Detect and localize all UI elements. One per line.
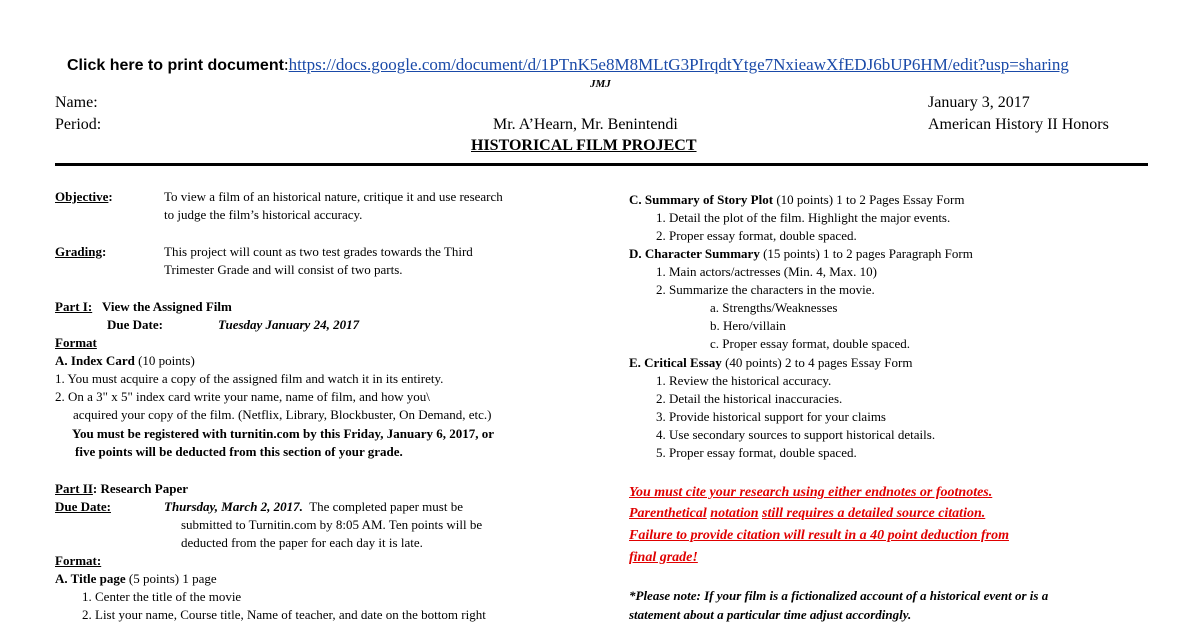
jmj-mark: JMJ — [590, 78, 611, 90]
grading-line-1: This project will count as two test grades towards the Third — [164, 244, 473, 259]
please-note-line-1: *Please note: If your film is a fictionalized account of a historical event or is a — [629, 588, 1049, 603]
print-line — [67, 55, 1069, 75]
section-d-subitem-a: a. Strengths/Weaknesses — [710, 300, 838, 315]
objective-label: Objective — [55, 189, 109, 204]
section-c-label: C. Summary of Story Plot — [629, 192, 774, 207]
title-page-label: A. Title page — [55, 571, 126, 586]
page-title: HISTORICAL FILM PROJECT — [471, 137, 697, 154]
index-card-line-3: acquired your copy of the film. (Netflix, Library, Blockbuster, On Demand, etc.) — [73, 407, 492, 422]
header-date: January 3, 2017 — [928, 94, 1030, 111]
part1-label: Part I: — [55, 299, 93, 314]
grading-colon: : — [101, 244, 107, 259]
part2-label: Part II — [55, 481, 93, 496]
print-document-link[interactable]: https://docs.google.com/document/d/1PTnK5e8M8MLtG3PIrqdtYtge7NxieawXfEDJ6bUP6HM/edit?usp=sharing — [288, 55, 1069, 74]
format2-heading: Format: — [55, 553, 102, 568]
objective-line-2: to judge the film’s historical accuracy. — [164, 207, 363, 222]
part2-due-label: Due Date: — [55, 499, 111, 514]
section-d-label: D. Character Summary — [629, 246, 760, 261]
section-c-item-1: 1. Detail the plot of the film. Highlight the major events. — [656, 210, 951, 225]
part1-due-date: Tuesday January 24, 2017 — [218, 317, 360, 332]
section-e-item-5: 5. Proper essay format, double spaced. — [656, 445, 857, 460]
index-card-heading — [55, 353, 195, 369]
section-e-item-4: 4. Use secondary sources to support historical details. — [656, 427, 936, 442]
part2-due-date: Thursday, March 2, 2017. — [164, 499, 303, 514]
section-d-subitem-c: c. Proper essay format, double spaced. — [710, 336, 910, 351]
section-e-item-2: 2. Detail the historical inaccuracies. — [656, 391, 843, 406]
print-colon: : — [283, 55, 289, 74]
section-d-heading — [629, 246, 973, 262]
citation-warning-1: You must cite your research using either endnotes or footnotes. — [629, 485, 993, 500]
part2-line-1: The completed paper must be — [309, 499, 463, 514]
section-e-item-1: 1. Review the historical accuracy. — [656, 373, 832, 388]
section-c-rest: (10 points) 1 to 2 Pages Essay Form — [776, 192, 965, 207]
section-e-rest: (40 points) 2 to 4 pages Essay Form — [725, 355, 913, 370]
format-heading: Format — [55, 335, 97, 350]
index-card-points: (10 points) — [138, 353, 195, 368]
section-d-item-1: 1. Main actors/actresses (Min. 4, Max. 10) — [656, 264, 877, 279]
citation-rest: still requires a detailed source citation. — [762, 506, 986, 521]
header-rule — [55, 163, 1148, 166]
part2-title: : Research Paper — [92, 481, 188, 496]
title-page-heading — [55, 571, 217, 587]
section-e-label: E. Critical Essay — [629, 355, 722, 370]
index-card-line-2: 2. On a 3" x 5" index card write your name, name of film, and how you\ — [55, 389, 430, 404]
section-d-rest: (15 points) 1 to 2 pages Paragraph Form — [763, 246, 973, 261]
teachers: Mr. A’Hearn, Mr. Benintendi — [493, 116, 678, 133]
section-d-item-2: 2. Summarize the characters in the movie. — [656, 282, 875, 297]
please-note-line-2: statement about a particular time adjust accordingly. — [629, 607, 912, 622]
citation-warning-2 — [629, 506, 985, 522]
index-card-line-1: 1. You must acquire a copy of the assigned film and watch it in its entirety. — [55, 371, 444, 386]
section-c-heading — [629, 192, 964, 208]
part2-heading — [55, 481, 188, 497]
title-page-rest: (5 points) 1 page — [128, 571, 217, 586]
title-page-item-1: 1. Center the title of the movie — [82, 589, 242, 604]
citation-notation: notation — [710, 506, 759, 521]
grading-heading — [55, 244, 106, 260]
grading-label: Grading — [55, 244, 102, 259]
section-e-item-3: 3. Provide historical support for your claims — [656, 409, 886, 424]
index-card-label: A. Index Card — [55, 353, 135, 368]
part2-line-2: submitted to Turnitin.com by 8:05 AM. Ten points will be — [181, 517, 483, 532]
section-e-heading — [629, 355, 912, 371]
part2-line-3: deducted from the paper for each day it is late. — [181, 535, 423, 550]
print-label: Click here to print document — [67, 57, 284, 74]
title-page-item-2: 2. List your name, Course title, Name of teacher, and date on the bottom right — [82, 607, 486, 622]
grading-line-2: Trimester Grade and will consist of two parts. — [164, 262, 403, 277]
turnitin-warning-1: You must be registered with turnitin.com by this Friday, January 6, 2017, or — [72, 426, 495, 441]
turnitin-warning-2: five points will be deducted from this section of your grade. — [75, 444, 403, 459]
citation-parenthetical: Parenthetical — [629, 506, 707, 521]
part1-title: View the Assigned Film — [101, 299, 232, 314]
part1-due-label: Due Date: — [107, 317, 163, 332]
section-c-item-2: 2. Proper essay format, double spaced. — [656, 228, 857, 243]
period-label: Period: — [55, 116, 102, 133]
citation-warning-3: Failure to provide citation will result in a 40 point deduction from — [629, 528, 1009, 543]
part2-due-line — [164, 499, 463, 515]
course-title: American History II Honors — [928, 116, 1109, 133]
citation-warning-4: final grade! — [629, 550, 698, 565]
objective-line-1: To view a film of an historical nature, critique it and use research — [164, 189, 503, 204]
objective-colon: : — [108, 189, 113, 204]
part1-heading — [55, 299, 232, 315]
objective-heading — [55, 189, 113, 205]
section-d-subitem-b: b. Hero/villain — [710, 318, 786, 333]
name-label: Name: — [55, 94, 98, 111]
